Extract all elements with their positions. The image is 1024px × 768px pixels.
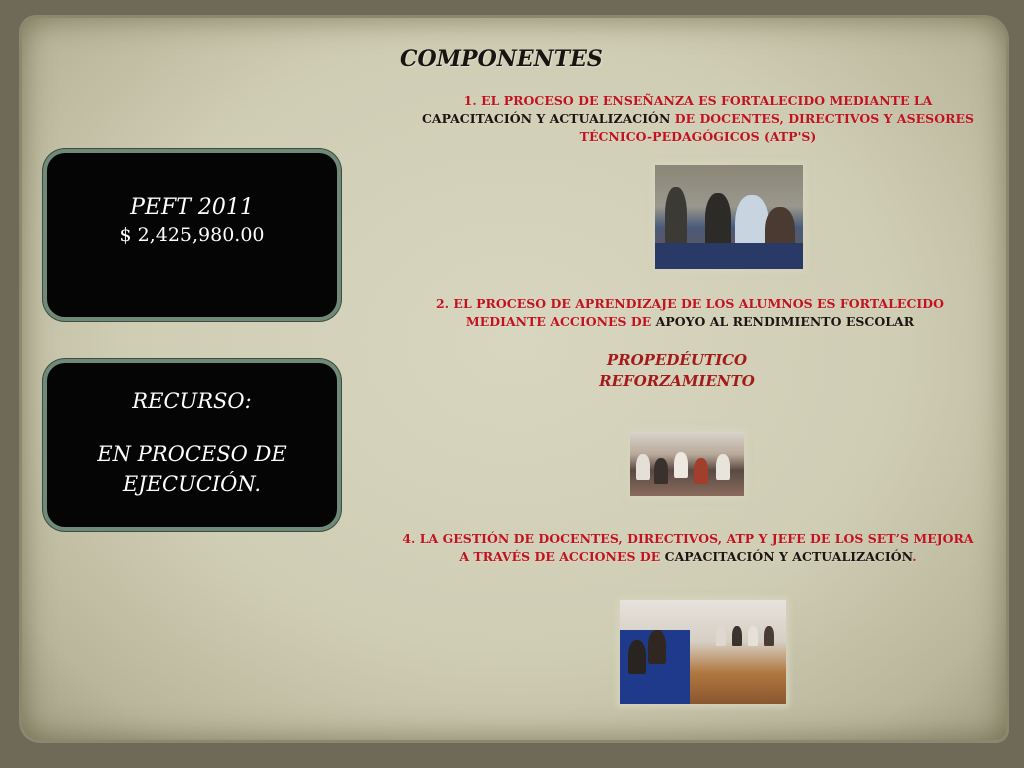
resource-status: EN PROCESO DE EJECUCIÓN. — [97, 442, 287, 496]
page-title: COMPONENTES — [400, 46, 603, 72]
program-propedeutico: PROPEDÉUTICO — [606, 351, 748, 369]
classroom-students-photo — [630, 432, 744, 496]
component-1-text — [418, 92, 978, 146]
teacher-training-photo — [655, 165, 803, 269]
programs-list — [572, 350, 782, 392]
budget-amount: $ 2,425,980.00 — [119, 224, 265, 246]
budget-title: PEFT 2011 — [130, 195, 254, 220]
management-meeting-photo — [620, 600, 786, 704]
component-2-part-a: 2. EL PROCESO DE APRENDIZAJE DE LOS ALUMNOS ES FORTALECIDO MEDIANTE ACCIONES DE — [436, 296, 944, 329]
component-4-part-a: 4. LA GESTIÓN DE DOCENTES, DIRECTIVOS, ATP Y JEFE DE LOS SET’S MEJORA A TRAVÉS DE ACCIONES DE — [402, 531, 974, 564]
component-2-highlight: APOYO AL RENDIMIENTO ESCOLAR — [655, 314, 915, 329]
resource-box — [43, 359, 341, 531]
component-1-highlight: CAPACITACIÓN Y ACTUALIZACIÓN — [421, 111, 671, 126]
program-reforzamiento: REFORZAMIENTO — [599, 372, 755, 390]
component-1-part-b: DE DOCENTES, DIRECTIVOS Y ASESORES TÉCNICO-PEDAGÓGICOS (ATP'S) — [579, 111, 975, 144]
component-4-part-b: . — [912, 549, 917, 564]
budget-box — [43, 149, 341, 321]
component-1-part-a: 1. EL PROCESO DE ENSEÑANZA ES FORTALECIDO MEDIANTE LA — [463, 93, 933, 108]
component-2-text — [400, 295, 980, 331]
component-4-highlight: CAPACITACIÓN Y ACTUALIZACIÓN — [664, 549, 913, 564]
component-4-text — [398, 530, 978, 566]
resource-title: RECURSO: — [132, 389, 252, 413]
